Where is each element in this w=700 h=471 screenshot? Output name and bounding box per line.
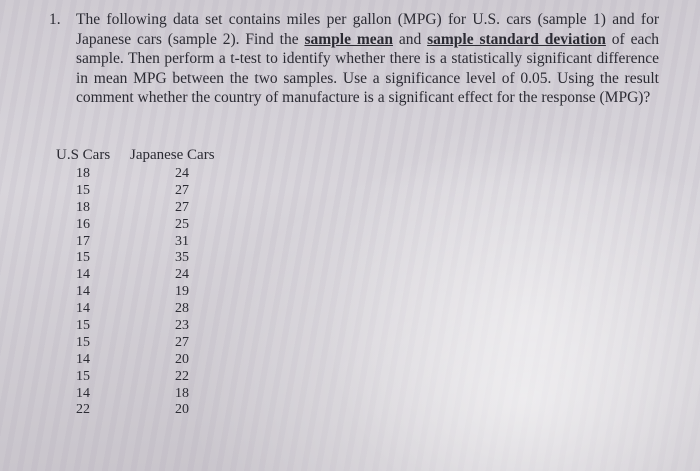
us-mpg-value: 14 — [76, 267, 90, 283]
us-mpg-value: 17 — [76, 233, 90, 249]
us-mpg-value: 22 — [76, 402, 90, 418]
us-cars-column — [76, 166, 100, 419]
question-block — [49, 10, 659, 108]
question-text-part-c: of each sample. Then perform a t-test to identify whether there is a statistically significant difference in mean MPG between the two samples. Use a significance level of 0.05. Using the result comment whether the country of manufacture is a significant effect for the response (MPG)? — [76, 30, 659, 107]
question-text-part-b: and — [392, 30, 428, 48]
us-mpg-value: 18 — [76, 166, 90, 181]
japanese-cars-column — [170, 166, 194, 419]
japanese-mpg-value: 25 — [175, 216, 189, 232]
us-mpg-value: 15 — [76, 182, 90, 198]
japanese-mpg-value: 31 — [175, 233, 189, 249]
japanese-mpg-value: 22 — [175, 368, 189, 384]
question-number: 1. — [49, 11, 61, 28]
question-text-part-a: The following data set contains miles per gallon (MPG) for U.S. cars (sample 1) and for Japanese cars (sample 2). Find the — [76, 11, 659, 48]
japanese-mpg-value: 35 — [175, 250, 189, 266]
us-mpg-value: 15 — [76, 368, 90, 384]
us-mpg-value: 15 — [76, 334, 90, 350]
us-mpg-value: 14 — [76, 351, 90, 367]
japanese-mpg-value: 20 — [175, 351, 189, 367]
question-text — [76, 10, 659, 108]
japanese-mpg-value: 20 — [175, 402, 189, 418]
japanese-mpg-value: 19 — [175, 284, 189, 300]
us-mpg-value: 18 — [76, 199, 90, 215]
japanese-mpg-value: 27 — [175, 182, 189, 198]
us-cars-header: U.S Cars — [56, 147, 111, 163]
japanese-cars-header: Japanese Cars — [130, 147, 215, 163]
japanese-mpg-value: 27 — [175, 334, 189, 350]
sample-sd-term: sample standard deviation — [427, 30, 606, 48]
us-mpg-value: 16 — [76, 216, 90, 232]
japanese-mpg-value: 24 — [175, 267, 189, 283]
japanese-mpg-value: 24 — [175, 166, 189, 181]
japanese-mpg-value: 23 — [175, 318, 189, 334]
us-mpg-value: 15 — [76, 250, 90, 266]
us-mpg-value: 14 — [76, 284, 90, 300]
japanese-mpg-value: 27 — [175, 199, 189, 215]
japanese-mpg-value: 18 — [175, 385, 189, 401]
us-mpg-value: 15 — [76, 318, 90, 334]
sample-mean-term: sample mean — [304, 30, 393, 48]
us-mpg-value: 14 — [76, 301, 90, 317]
us-mpg-value: 14 — [76, 385, 90, 401]
light-glare — [320, 111, 700, 471]
japanese-mpg-value: 28 — [175, 301, 189, 317]
